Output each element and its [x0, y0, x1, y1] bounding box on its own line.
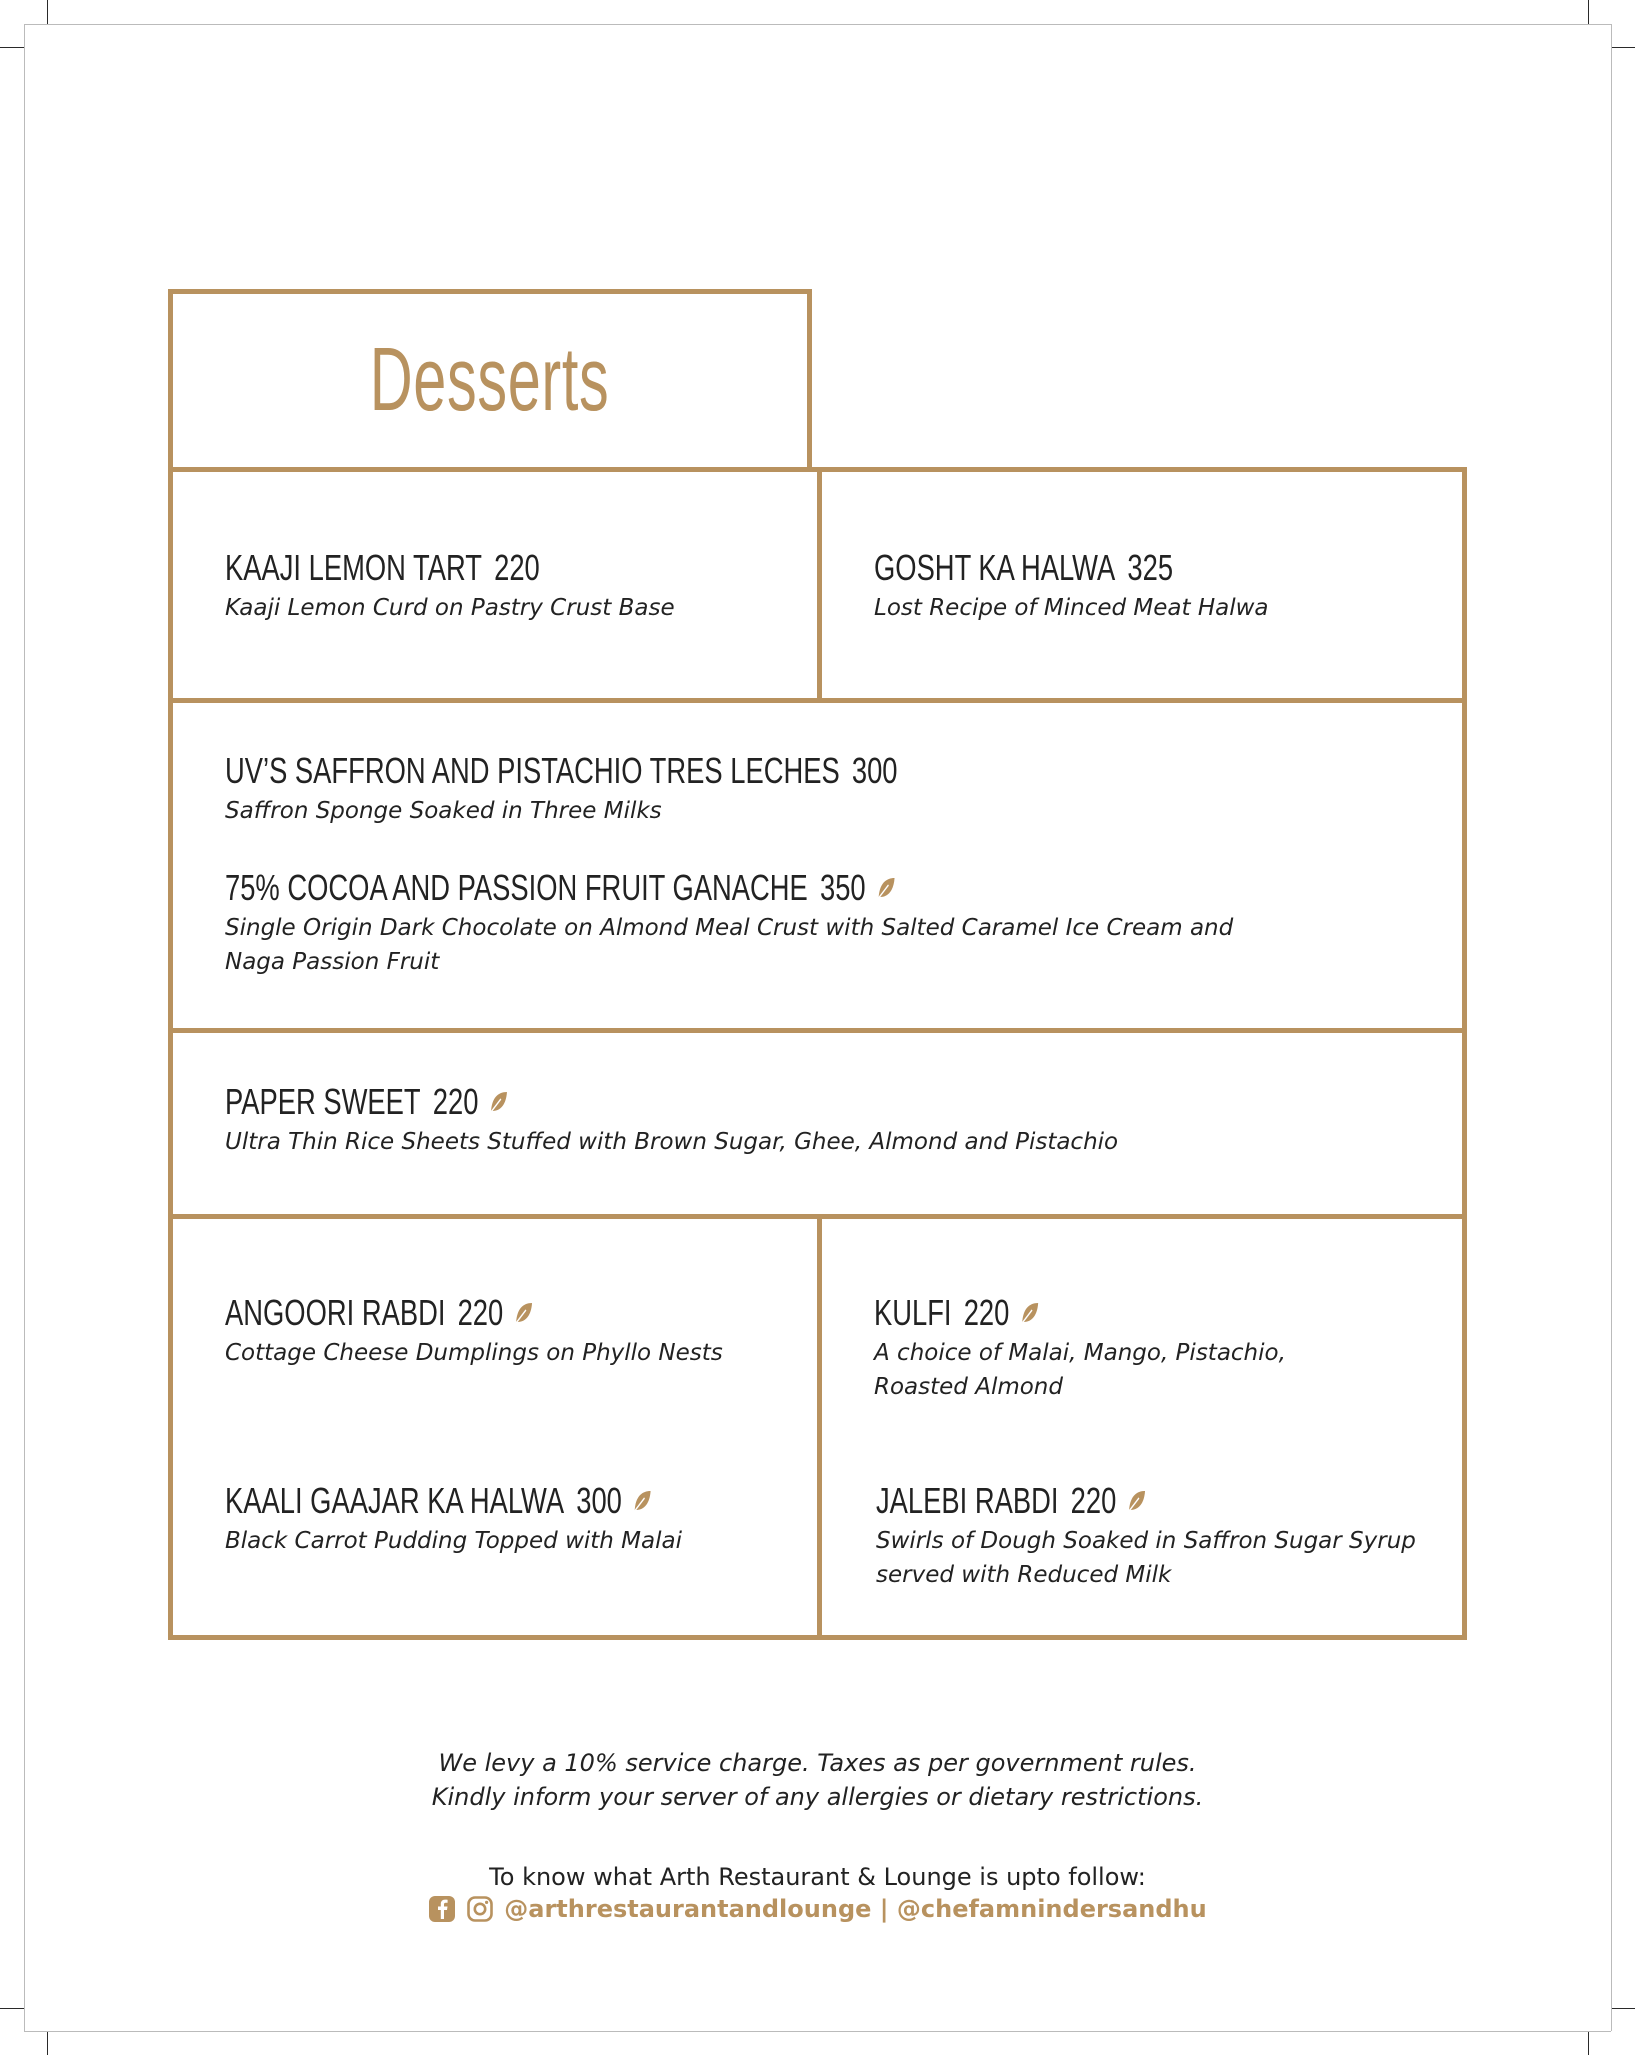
- leaf-icon: [514, 1300, 534, 1326]
- menu-item: [874, 547, 1269, 625]
- footer-notes: [0, 1746, 1635, 1814]
- item-description: Black Carrot Pudding Topped with Malai: [225, 1528, 682, 1554]
- item-price: 300: [576, 1480, 622, 1521]
- trim-line: [24, 24, 1611, 25]
- follow-text: To know what Arth Restaurant & Lounge is upto follow:: [489, 1863, 1146, 1891]
- divider: [173, 698, 1462, 703]
- item-price: 350: [819, 867, 866, 908]
- item-price: 325: [1127, 547, 1174, 588]
- divider: [817, 472, 822, 698]
- crop-mark: [1588, 0, 1589, 24]
- item-name: KULFI: [874, 1292, 952, 1333]
- crop-mark: [1611, 2008, 1635, 2009]
- item-description: served with Reduced Milk: [876, 1562, 1172, 1588]
- trim-line: [1611, 24, 1612, 2031]
- facebook-icon[interactable]: [428, 1895, 456, 1923]
- leaf-icon: [633, 1488, 653, 1514]
- crop-mark: [47, 2031, 48, 2055]
- item-description: Swirls of Dough Soaked in Saffron Sugar Syrup: [876, 1528, 1416, 1554]
- item-description: Roasted Almond: [874, 1374, 1063, 1400]
- service-charge-note: We levy a 10% service charge. Taxes as per government rules.: [438, 1749, 1197, 1777]
- title-box: [168, 289, 812, 467]
- item-name: ANGOORI RABDI: [225, 1292, 446, 1333]
- page-title: Desserts: [370, 330, 610, 430]
- menu-item: [876, 1480, 1416, 1592]
- crop-mark: [0, 2008, 24, 2009]
- item-description: Naga Passion Fruit: [225, 949, 440, 975]
- item-name: 75% COCOA AND PASSION FRUIT GANACHE: [225, 867, 808, 908]
- menu-item: [225, 1081, 1118, 1159]
- allergy-note: Kindly inform your server of any allergies or dietary restrictions.: [431, 1783, 1204, 1811]
- menu-item: [225, 867, 1233, 979]
- item-description: Cottage Cheese Dumplings on Phyllo Nests: [225, 1340, 723, 1366]
- social-handles-text[interactable]: @arthrestaurantandlounge | @chefamnindersandhu: [504, 1895, 1207, 1923]
- trim-line: [24, 2031, 1611, 2032]
- menu-item: [225, 750, 1110, 828]
- item-price: 300: [851, 750, 898, 791]
- item-price: 220: [963, 1292, 1010, 1333]
- item-price: 220: [1070, 1480, 1117, 1521]
- item-description: Lost Recipe of Minced Meat Halwa: [874, 595, 1269, 621]
- item-name: GOSHT KA HALWA: [874, 547, 1116, 588]
- trim-line: [24, 24, 25, 2031]
- menu-item: [225, 547, 675, 625]
- menu-item: [225, 1292, 723, 1370]
- leaf-icon: [1020, 1300, 1040, 1326]
- item-name: JALEBI RABDI: [876, 1480, 1059, 1521]
- item-price: 220: [432, 1081, 479, 1122]
- item-price: 220: [457, 1292, 504, 1333]
- crop-mark: [1611, 47, 1635, 48]
- item-price: 220: [494, 547, 540, 588]
- item-description: Ultra Thin Rice Sheets Stuffed with Brown Sugar, Ghee, Almond and Pistachio: [225, 1129, 1119, 1155]
- item-description: Kaaji Lemon Curd on Pastry Crust Base: [225, 595, 675, 621]
- item-name: KAALI GAAJAR KA HALWA: [225, 1480, 565, 1521]
- leaf-icon: [1127, 1488, 1147, 1514]
- leaf-icon: [876, 875, 896, 901]
- divider: [173, 1028, 1462, 1033]
- crop-mark: [1588, 2031, 1589, 2055]
- item-description: Single Origin Dark Chocolate on Almond Meal Crust with Salted Caramel Ice Cream and: [225, 915, 1234, 941]
- item-name: PAPER SWEET: [225, 1081, 421, 1122]
- crop-mark: [47, 0, 48, 24]
- item-description: Saffron Sponge Soaked in Three Milks: [225, 798, 662, 824]
- menu-item: [225, 1480, 787, 1558]
- social-handles: [0, 1895, 1635, 1923]
- item-name: KAAJI LEMON TART: [225, 547, 482, 588]
- menu-grid: [168, 467, 1467, 1640]
- divider: [817, 1214, 822, 1640]
- item-name: UV’S SAFFRON AND PISTACHIO TRES LECHES: [225, 750, 840, 791]
- menu-item: [874, 1292, 1286, 1404]
- item-description: A choice of Malai, Mango, Pistachio,: [874, 1340, 1286, 1366]
- crop-mark: [0, 47, 24, 48]
- instagram-icon[interactable]: [466, 1895, 494, 1923]
- leaf-icon: [489, 1089, 509, 1115]
